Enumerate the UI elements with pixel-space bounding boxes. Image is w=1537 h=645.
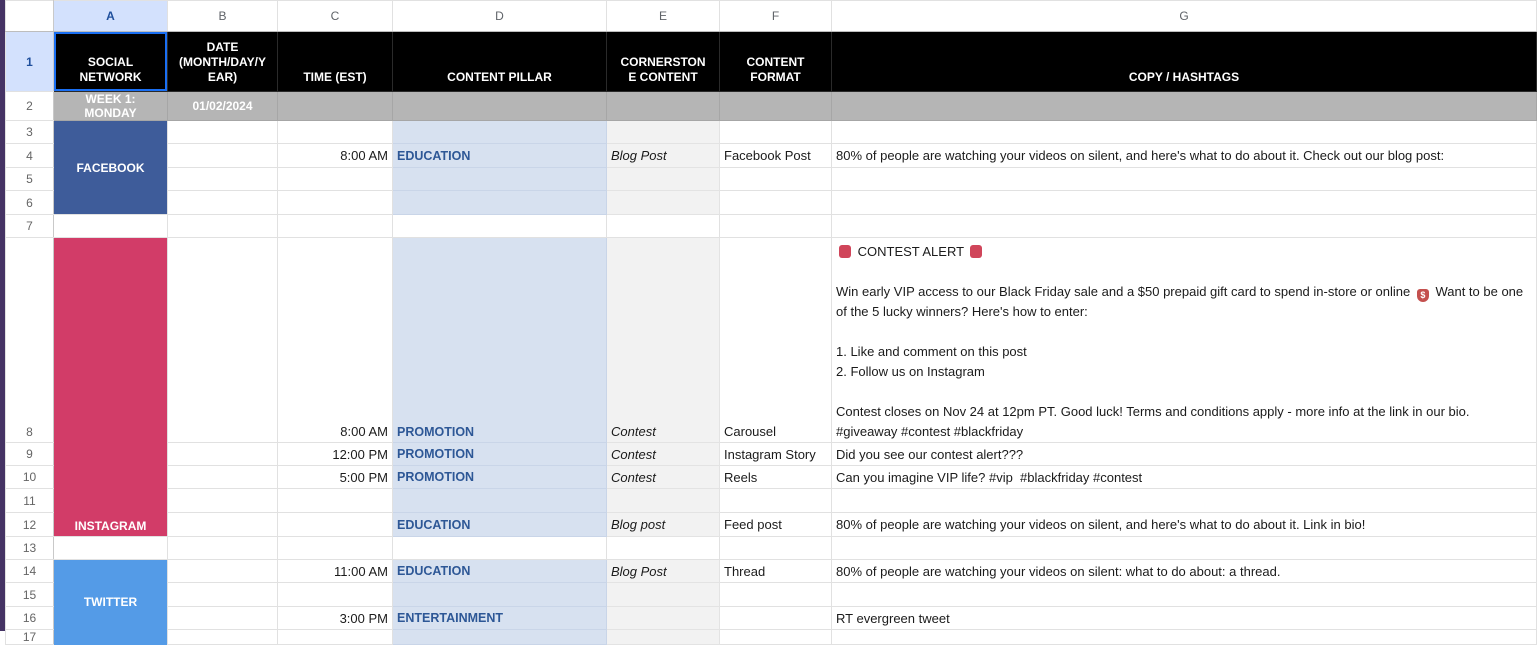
cell-C16[interactable]: 3:00 PM xyxy=(278,607,393,630)
cell-E16[interactable] xyxy=(607,607,720,630)
cell-G3[interactable] xyxy=(832,121,1537,144)
copy-line: CONTEST ALERT xyxy=(836,242,1532,262)
sheet-grid xyxy=(5,0,1537,645)
cell-A7[interactable] xyxy=(54,215,168,238)
row-6 xyxy=(6,191,1537,215)
row-16 xyxy=(6,607,1537,630)
row-13 xyxy=(6,537,1537,560)
cell-F6[interactable] xyxy=(720,191,832,215)
cell-D10[interactable]: PROMOTION xyxy=(393,466,607,489)
cell-G15[interactable] xyxy=(832,583,1537,607)
cell-E14[interactable]: Blog Post xyxy=(607,560,720,583)
cell-D3[interactable] xyxy=(393,121,607,144)
cell-F7[interactable] xyxy=(720,215,832,238)
week-date-cell[interactable]: 01/02/2024 xyxy=(168,92,278,121)
siren-emoji xyxy=(839,245,851,258)
cell-B3[interactable] xyxy=(168,121,278,144)
cell-B13[interactable] xyxy=(168,537,278,560)
facebook-cell[interactable]: FACEBOOK xyxy=(54,121,168,215)
cell-B9[interactable] xyxy=(168,443,278,466)
cell-D8[interactable]: PROMOTION xyxy=(393,238,607,443)
row-number-9[interactable]: 9 xyxy=(6,443,54,466)
column-letters-row xyxy=(6,1,1537,32)
row-number-7[interactable]: 7 xyxy=(6,215,54,238)
copy-line: #giveaway #contest #blackfriday xyxy=(836,424,1024,439)
cell-F8[interactable]: Carousel xyxy=(720,238,832,443)
cell-F14[interactable]: Thread xyxy=(720,560,832,583)
copy-line xyxy=(836,262,1532,282)
header-cell-A1[interactable]: SOCIAL NETWORK xyxy=(54,32,168,92)
cell-C13[interactable] xyxy=(278,537,393,560)
cell-G4[interactable]: 80% of people are watching your videos on silent, and here's what to do about it. Check out our blog post: xyxy=(832,144,1537,168)
cell-F12[interactable]: Feed post xyxy=(720,513,832,537)
cell-E5[interactable] xyxy=(607,168,720,191)
cell-F11[interactable] xyxy=(720,489,832,513)
row-7 xyxy=(6,215,1537,238)
week-row xyxy=(6,92,1537,121)
cell-C8[interactable]: 8:00 AM xyxy=(278,238,393,443)
cell-D15[interactable] xyxy=(393,583,607,607)
cell-D4[interactable]: EDUCATION xyxy=(393,144,607,168)
cell-D14[interactable]: EDUCATION xyxy=(393,560,607,583)
row-12 xyxy=(6,513,1537,537)
cell-C14[interactable]: 11:00 AM xyxy=(278,560,393,583)
copy-line: 2. Follow us on Instagram xyxy=(836,364,985,379)
row-10 xyxy=(6,466,1537,489)
cell-E3[interactable] xyxy=(607,121,720,144)
row-number-4[interactable]: 4 xyxy=(6,144,54,168)
copy-line: Win early VIP access to our Black Friday sale and a $50 prepaid gift card to spend in-store or online $ Want to be one of the 5 lucky winners? Here's how to enter: xyxy=(836,284,1524,319)
cell-B8[interactable] xyxy=(168,238,278,443)
cell-B10[interactable] xyxy=(168,466,278,489)
cell-E9[interactable]: Contest xyxy=(607,443,720,466)
row-11 xyxy=(6,489,1537,513)
cell-E8[interactable]: Contest xyxy=(607,238,720,443)
cell-G17[interactable] xyxy=(832,630,1537,645)
cell-G14[interactable]: 80% of people are watching your videos on silent: what to do about: a thread. xyxy=(832,560,1537,583)
cell-A13[interactable] xyxy=(54,537,168,560)
header-row xyxy=(6,32,1537,92)
cell-B5[interactable] xyxy=(168,168,278,191)
cell-G11[interactable] xyxy=(832,489,1537,513)
row-number-16[interactable]: 16 xyxy=(6,607,54,630)
column-letter-G[interactable]: G xyxy=(832,1,1537,32)
twitter-cell[interactable]: TWITTER xyxy=(54,560,168,645)
cell-F4[interactable]: Facebook Post xyxy=(720,144,832,168)
cell-F17[interactable] xyxy=(720,630,832,645)
cell-F5[interactable] xyxy=(720,168,832,191)
cell-D5[interactable] xyxy=(393,168,607,191)
cell-B14[interactable] xyxy=(168,560,278,583)
header-cell-C1[interactable]: TIME (EST) xyxy=(278,32,393,92)
cell-C7[interactable] xyxy=(278,215,393,238)
cell-D6[interactable] xyxy=(393,191,607,215)
cell-D11[interactable] xyxy=(393,489,607,513)
row-17 xyxy=(6,630,1537,645)
cell-F16[interactable] xyxy=(720,607,832,630)
copy-line: 1. Like and comment on this post xyxy=(836,344,1027,359)
column-letter-E[interactable]: E xyxy=(607,1,720,32)
cell-E10[interactable]: Contest xyxy=(607,466,720,489)
cell-B16[interactable] xyxy=(168,607,278,630)
cell-E13[interactable] xyxy=(607,537,720,560)
cell-C6[interactable] xyxy=(278,191,393,215)
instagram-cell[interactable]: INSTAGRAM xyxy=(54,238,168,537)
cell-C17[interactable] xyxy=(278,630,393,645)
header-cell-B1[interactable]: DATE (MONTH/DAY/YEAR) xyxy=(168,32,278,92)
row-15 xyxy=(6,583,1537,607)
cell-D12[interactable]: EDUCATION xyxy=(393,513,607,537)
cell-G5[interactable] xyxy=(832,168,1537,191)
cell-E12[interactable]: Blog post xyxy=(607,513,720,537)
cell-D17[interactable] xyxy=(393,630,607,645)
row-number-12[interactable]: 12 xyxy=(6,513,54,537)
cell-G13[interactable] xyxy=(832,537,1537,560)
cell-C4[interactable]: 8:00 AM xyxy=(278,144,393,168)
header-cell-D1[interactable]: CONTENT PILLAR xyxy=(393,32,607,92)
cell-C5[interactable] xyxy=(278,168,393,191)
cell-C12[interactable] xyxy=(278,513,393,537)
cell-B4[interactable] xyxy=(168,144,278,168)
cell-G9[interactable]: Did you see our contest alert??? xyxy=(832,443,1537,466)
cell-C3[interactable] xyxy=(278,121,393,144)
week-empty-cell[interactable] xyxy=(720,92,832,121)
week-label-cell[interactable]: WEEK 1: MONDAY xyxy=(54,92,168,121)
cell-D16[interactable]: ENTERTAINMENT xyxy=(393,607,607,630)
header-cell-F1[interactable]: CONTENT FORMAT xyxy=(720,32,832,92)
header-cell-G1[interactable]: COPY / HASHTAGS xyxy=(832,32,1537,92)
cell-G7[interactable] xyxy=(832,215,1537,238)
header-cell-E1[interactable]: CORNERSTONE CONTENT xyxy=(607,32,720,92)
cell-G12[interactable]: 80% of people are watching your videos on silent, and here's what to do about it. Link in bio! xyxy=(832,513,1537,537)
row-3 xyxy=(6,121,1537,144)
row-5 xyxy=(6,168,1537,191)
cell-D7[interactable] xyxy=(393,215,607,238)
cell-G6[interactable] xyxy=(832,191,1537,215)
cell-B15[interactable] xyxy=(168,583,278,607)
cell-B11[interactable] xyxy=(168,489,278,513)
copy-line xyxy=(836,382,1532,402)
cell-F15[interactable] xyxy=(720,583,832,607)
cell-E6[interactable] xyxy=(607,191,720,215)
row-number-8[interactable]: 8 xyxy=(6,238,54,443)
column-letter-B[interactable]: B xyxy=(168,1,278,32)
cell-B12[interactable] xyxy=(168,513,278,537)
cell-C9[interactable]: 12:00 PM xyxy=(278,443,393,466)
window-edge-stripe xyxy=(0,0,5,631)
row-number-3[interactable]: 3 xyxy=(6,121,54,144)
cell-F10[interactable]: Reels xyxy=(720,466,832,489)
select-all-corner[interactable] xyxy=(6,1,54,32)
week-empty-cell[interactable] xyxy=(607,92,720,121)
cell-B6[interactable] xyxy=(168,191,278,215)
cell-F9[interactable]: Instagram Story xyxy=(720,443,832,466)
column-letter-F[interactable]: F xyxy=(720,1,832,32)
cell-C10[interactable]: 5:00 PM xyxy=(278,466,393,489)
column-letter-D[interactable]: D xyxy=(393,1,607,32)
row-14 xyxy=(6,560,1537,583)
row-4 xyxy=(6,144,1537,168)
cell-G10[interactable]: Can you imagine VIP life? #vip #blackfriday #contest xyxy=(832,466,1537,489)
copy-line: Contest closes on Nov 24 at 12pm PT. Good luck! Terms and conditions apply - more info at the link in our bio. xyxy=(836,404,1470,419)
cell-F3[interactable] xyxy=(720,121,832,144)
cell-E17[interactable] xyxy=(607,630,720,645)
row-number-1[interactable]: 1 xyxy=(6,32,54,92)
cell-D9[interactable]: PROMOTION xyxy=(393,443,607,466)
row-8 xyxy=(6,238,1537,443)
row-number-17[interactable]: 17 xyxy=(6,630,54,645)
row-number-14[interactable]: 14 xyxy=(6,560,54,583)
column-letter-A[interactable]: A xyxy=(54,1,168,32)
money-bag-emoji: $ xyxy=(1417,289,1429,302)
cell-E11[interactable] xyxy=(607,489,720,513)
row-number-2[interactable]: 2 xyxy=(6,92,54,121)
cell-C11[interactable] xyxy=(278,489,393,513)
week-empty-cell[interactable] xyxy=(832,92,1537,121)
row-number-11[interactable]: 11 xyxy=(6,489,54,513)
row-number-13[interactable]: 13 xyxy=(6,537,54,560)
row-number-6[interactable]: 6 xyxy=(6,191,54,215)
column-letter-C[interactable]: C xyxy=(278,1,393,32)
week-empty-cell[interactable] xyxy=(278,92,393,121)
cell-E7[interactable] xyxy=(607,215,720,238)
week-empty-cell[interactable] xyxy=(393,92,607,121)
cell-G8[interactable] xyxy=(832,238,1537,443)
row-number-5[interactable]: 5 xyxy=(6,168,54,191)
cell-C15[interactable] xyxy=(278,583,393,607)
siren-emoji xyxy=(970,245,982,258)
cell-E15[interactable] xyxy=(607,583,720,607)
cell-G16[interactable]: RT evergreen tweet xyxy=(832,607,1537,630)
cell-F13[interactable] xyxy=(720,537,832,560)
row-9 xyxy=(6,443,1537,466)
copy-line xyxy=(836,322,1532,342)
cell-D13[interactable] xyxy=(393,537,607,560)
row-number-10[interactable]: 10 xyxy=(6,466,54,489)
row-number-15[interactable]: 15 xyxy=(6,583,54,607)
cell-B7[interactable] xyxy=(168,215,278,238)
cell-B17[interactable] xyxy=(168,630,278,645)
cell-E4[interactable]: Blog Post xyxy=(607,144,720,168)
